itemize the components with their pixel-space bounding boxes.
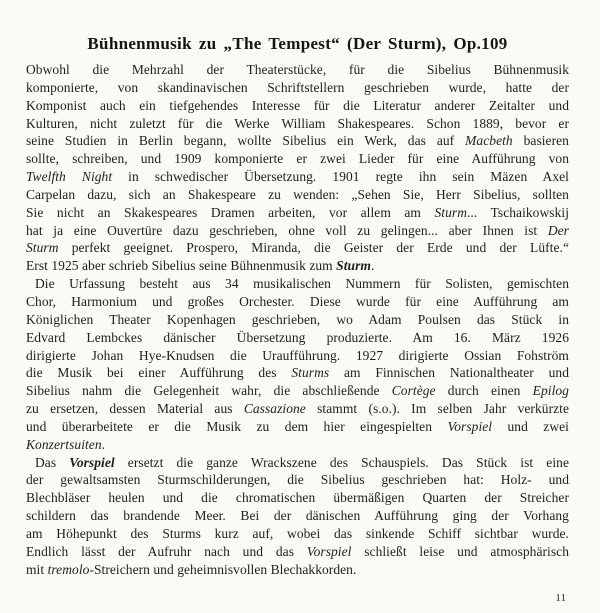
text-line — [26, 311, 569, 329]
text-segment: dirigierte Johan Hye-Knudsen die Uraufführung. 1927 dirigierte Ossian Fohström — [26, 347, 569, 363]
text-line — [26, 115, 569, 133]
text-block — [26, 61, 569, 578]
text-line — [26, 293, 569, 311]
text-line — [26, 275, 569, 293]
text-segment: Sibelius nahm die Gelegenheit wahr, die abschließende — [26, 383, 392, 399]
text-line — [26, 543, 569, 561]
text-segment: . — [370, 258, 375, 274]
text-line — [26, 257, 569, 275]
text-line — [26, 329, 569, 347]
text-line — [26, 525, 569, 543]
paragraph — [26, 61, 569, 275]
text-line — [26, 489, 569, 507]
text-segment: Macbeth — [465, 133, 513, 149]
text-segment: Konzertsuiten — [26, 436, 102, 452]
text-segment: sollte, schreiben, und 1909 komponierte er zwei Lieder für eine Aufführung von — [26, 151, 569, 167]
text-segment: mit — [26, 561, 48, 577]
text-line — [26, 204, 569, 222]
text-line — [26, 418, 569, 436]
text-line — [26, 186, 569, 204]
text-line — [26, 347, 569, 365]
text-segment: Kulturen, nicht zuletzt für die Werke William Shakespeares. Schon 1889, bevor er — [26, 115, 569, 131]
text-segment: stammt (s.o.). Im selben Jahr verkürzte — [305, 401, 569, 417]
text-segment: Sturm — [336, 258, 371, 274]
text-segment: Blechbläser heulen und die chromatischen übermäßigen Quarten der Streicher — [26, 490, 569, 506]
text-segment: schildern das brandende Meer. Bei der dänischen Aufführung ging der Vorhang — [26, 508, 569, 524]
text-segment: zu ersetzen, dessen Material aus — [26, 401, 244, 417]
text-segment: Erst 1925 aber schrieb Sibelius seine Bühnenmusik zum — [26, 258, 337, 274]
text-segment: und zwei — [492, 418, 569, 434]
text-segment: Vorspiel — [447, 418, 493, 434]
text-line — [26, 561, 569, 579]
text-segment: -Streichern und geheimnisvollen Blechakkorden. — [89, 561, 357, 577]
text-line — [26, 364, 569, 382]
text-segment: die Musik bei einer Aufführung des — [26, 365, 292, 381]
text-segment: Sturm — [434, 204, 467, 220]
page-number: 11 — [555, 592, 566, 604]
text-line — [26, 97, 569, 115]
text-segment: seine Studien in Berlin begann, wollte Sibelius ein Werk, das auf — [26, 133, 466, 149]
text-segment: am Höhepunkt des Sturms kurz auf, wobei das sinkende Schiff sichtbar wurde. — [26, 525, 569, 541]
paragraph — [26, 275, 569, 453]
text-segment: Sturms — [291, 365, 330, 381]
text-line — [26, 79, 569, 97]
text-segment: Cassazione — [243, 401, 306, 417]
text-segment: schließt leise und atmosphärisch — [351, 543, 569, 559]
text-segment: Twelfth Night — [26, 169, 113, 185]
text-segment: Edvard Lembckes dänischer Übersetzung produzierte. Am 16. März 1926 — [26, 329, 569, 345]
text-segment: Die Urfassung besteht aus 34 musikalischen Nummern für Solisten, gemischten — [35, 276, 569, 292]
text-segment: ... Tschaikowskij — [467, 204, 569, 220]
text-segment: am Finnischen Nationaltheater und — [329, 365, 569, 381]
text-segment: Chor, Harmonium und großes Orchester. Diese wurde für eine Aufführung am — [26, 293, 569, 309]
text-segment: und überarbeitete er die Musik zu dem hier eingespielten — [26, 418, 448, 434]
text-segment: Der — [547, 222, 569, 238]
text-segment: tremolo — [47, 561, 90, 577]
text-segment: ersetzt die ganze Wrackszene des Schauspiels. Das Stück ist eine — [114, 454, 569, 470]
text-segment: Carpelan dazu, sich an Shakespeare zu wenden: „Sehen Sie, Herr Sibelius, sollten — [26, 186, 569, 202]
paragraph — [26, 454, 569, 579]
text-line — [26, 239, 569, 257]
page-title: Bühnenmusik zu „The Tempest“ (Der Sturm), Op.109 — [87, 34, 508, 53]
text-segment: Endlich lässt der Aufruhr nach und das — [26, 543, 307, 559]
text-segment: in schwedischer Übersetzung. 1901 regte ihn sein Mäzen Axel — [112, 169, 569, 185]
text-segment: Vorspiel — [306, 543, 352, 559]
text-column — [26, 34, 569, 578]
text-segment: perfekt geeignet. Prospero, Miranda, die Geister der Erde und der Lüfte.“ — [58, 240, 569, 256]
text-line — [26, 507, 569, 525]
text-segment: durch einen — [435, 383, 533, 399]
text-segment: hat ja eine Ouvertüre dazu geschrieben, ohne voll zu gelingen... aber Ihnen ist — [26, 222, 548, 238]
text-line — [26, 168, 569, 186]
text-segment: Sturm — [26, 240, 59, 256]
text-segment: komponierte, von skandinavischen Schriftstellern geschrieben wurde, hatte der — [26, 79, 569, 95]
text-segment: Komponist auch ein tiefgehendes Interesse für die Literatur anderer Zeitalter und — [26, 97, 569, 113]
text-line — [26, 150, 569, 168]
text-segment: Sie nicht an Skakespeares Dramen arbeiten, vor allem am — [26, 204, 435, 220]
text-line — [26, 454, 569, 472]
text-line — [26, 471, 569, 489]
text-segment: Königlichen Theater Kopenhagen geschrieben, wo Adam Poulsen das Stück in — [26, 311, 569, 327]
text-segment: Vorspiel — [69, 454, 115, 470]
text-line — [26, 132, 569, 150]
text-segment: basieren — [512, 133, 569, 149]
text-segment: . — [101, 436, 106, 452]
text-segment: Obwohl die Mehrzahl der Theaterstücke, für die Sibelius Bühnenmusik — [26, 62, 569, 77]
text-line — [26, 400, 569, 418]
text-line — [26, 382, 569, 400]
text-line — [26, 61, 569, 79]
text-line — [26, 436, 569, 454]
text-segment: Cortège — [391, 383, 436, 399]
text-segment: der gewaltsamsten Sturmschilderungen, die Sibelius geschrieben hat: Holz- und — [26, 472, 569, 488]
text-segment: Epilog — [532, 383, 569, 399]
text-line — [26, 222, 569, 240]
text-segment: Das — [35, 454, 70, 470]
